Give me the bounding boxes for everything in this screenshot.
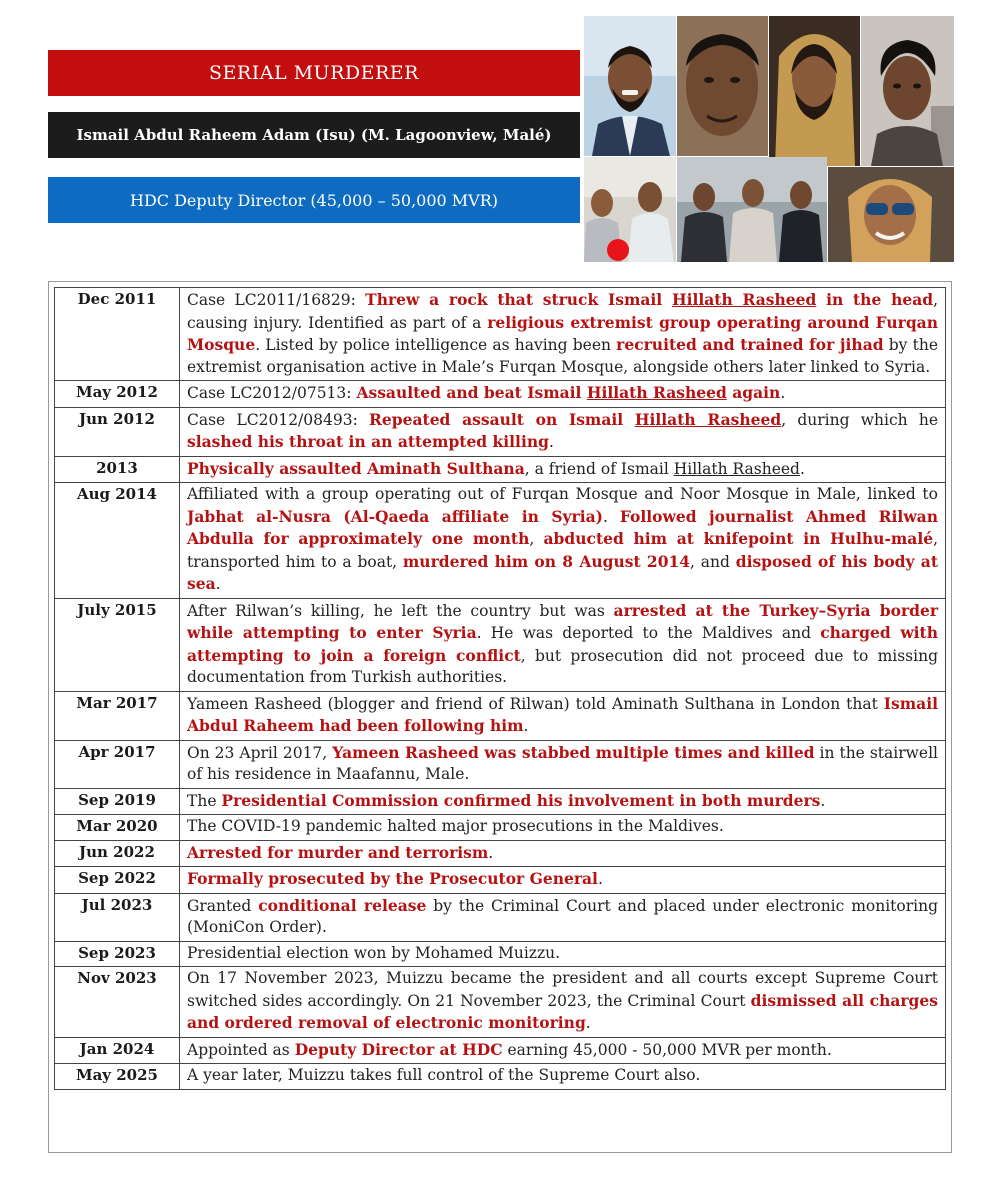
- timeline-description: [180, 840, 946, 867]
- highlighted-text: Deputy Director at HDC: [294, 1039, 503, 1059]
- timeline-date: Jun 2012: [55, 407, 180, 456]
- position-banner: [48, 177, 580, 223]
- portrait-photo-closeup: [677, 16, 768, 156]
- timeline-description: [180, 456, 946, 483]
- highlighted-text: disposed of his body at sea: [187, 551, 938, 593]
- highlighted-text: recruited and trained for jihad: [616, 335, 884, 354]
- highlighted-text: Physically assaulted Aminath Sulthana: [187, 458, 525, 478]
- highlighted-text: slashed his throat in an attempted killing: [187, 432, 549, 451]
- description-text: .: [799, 459, 805, 478]
- highlighted-text: Threw a rock that struck Ismail: [365, 290, 672, 309]
- name-banner: [48, 112, 580, 158]
- timeline-date: Jan 2024: [55, 1037, 180, 1064]
- description-text: On 23 April 2017,: [187, 743, 333, 762]
- timeline-description: [180, 740, 946, 788]
- description-text: A year later, Muizzu takes full control of the Supreme Court also.: [187, 1066, 701, 1084]
- description-text: , transported him to a boat,: [187, 530, 939, 571]
- description-text: , but prosecution did not proceed due to missing documentation from Turkish authorities.: [187, 646, 938, 686]
- description-text: .: [597, 870, 603, 888]
- timeline-date: July 2015: [55, 598, 180, 691]
- timeline-row: [55, 1037, 946, 1064]
- description-text: On 17 November 2023, Muizzu became the president and all courts except Supreme Court switched sides accordingly. On 21 November 2023, the Criminal Court: [187, 969, 938, 1010]
- timeline-row: [55, 1064, 946, 1090]
- description-text: in the stairwell of his residence in Maafannu, Male.: [187, 743, 938, 783]
- highlighted-text: Hillath Rasheed: [673, 459, 800, 478]
- title-banner: [48, 50, 580, 96]
- description-text: Case LC2012/08493:: [187, 410, 370, 429]
- description-text: , a friend of Ismail: [524, 459, 674, 478]
- description-text: . He was deported to the Maldives and: [476, 624, 821, 642]
- subject-position: HDC Deputy Director (45,000 – 50,000 MVR): [129, 190, 499, 210]
- description-text: . Listed by police intelligence as having been: [255, 336, 617, 354]
- description-text: Case LC2012/07513:: [187, 384, 357, 402]
- subject-name: Ismail Abdul Raheem Adam (Isu) (M. Lagoonview, Malé): [76, 126, 552, 144]
- timeline-row: [55, 288, 946, 381]
- portrait-photo-suit: [584, 16, 676, 156]
- highlighted-text: conditional release: [258, 895, 427, 915]
- group-photo-three-men: [677, 157, 827, 262]
- timeline-date: Sep 2022: [55, 867, 180, 894]
- timeline-description: [180, 788, 946, 815]
- description-text: .: [780, 384, 786, 402]
- timeline-row: [55, 967, 946, 1038]
- timeline-description: [180, 941, 946, 967]
- highlighted-text: in the head: [816, 290, 934, 309]
- highlighted-text: Yameen Rasheed was stabbed multiple times and killed: [332, 742, 815, 762]
- timeline-description: [180, 598, 946, 691]
- highlighted-text: Ismail Abdul Raheem had been following him: [187, 693, 938, 735]
- timeline-date: Dec 2011: [55, 288, 180, 381]
- timeline-date: Mar 2017: [55, 691, 180, 740]
- description-text: , during which he: [781, 410, 939, 429]
- description-text: .: [585, 1014, 591, 1032]
- highlighted-text: abducted him at knifepoint in Hulhu-malé: [543, 529, 934, 548]
- timeline-description: [180, 867, 946, 894]
- highlighted-text: Repeated assault on Ismail: [369, 409, 635, 429]
- timeline-table: [54, 287, 946, 1090]
- highlighted-text: Hillath Rasheed: [586, 383, 727, 402]
- timeline-date: Apr 2017: [55, 740, 180, 788]
- portrait-photo-long-hair: [769, 16, 860, 166]
- timeline-frame: [48, 281, 952, 1153]
- highlighted-text: charged with attempting to join a foreign conflict: [187, 623, 938, 665]
- timeline-date: Mar 2020: [55, 815, 180, 841]
- timeline-row: [55, 815, 946, 841]
- highlighted-text: Jabhat al-Nusra (Al-Qaeda affiliate in Syria): [187, 506, 603, 526]
- description-text: , causing injury. Identified as part of a: [187, 291, 939, 332]
- portrait-photo-sunglasses: [828, 167, 954, 262]
- timeline-description: [180, 1064, 946, 1090]
- description-text: .: [215, 575, 221, 593]
- description-text: by the extremist organisation active in Male’s Furqan Mosque, alongside others later linked to Syria.: [187, 336, 938, 376]
- timeline-row: [55, 407, 946, 456]
- description-text: .: [488, 843, 494, 862]
- description-text: .: [820, 791, 826, 810]
- description-text: Presidential election won by Mohamed Muizzu.: [187, 943, 561, 962]
- timeline-row: [55, 456, 946, 483]
- timeline-date: May 2025: [55, 1064, 180, 1090]
- timeline-description: [180, 967, 946, 1038]
- description-text: .: [523, 717, 529, 735]
- description-text: Appointed as: [187, 1040, 295, 1059]
- highlighted-text: Hillath Rasheed: [634, 409, 782, 429]
- timeline-row: [55, 483, 946, 599]
- timeline-row: [55, 691, 946, 740]
- portrait-photo-mugshot: [861, 16, 954, 166]
- timeline-description: [180, 381, 946, 408]
- description-text: .: [602, 507, 620, 526]
- timeline-description: [180, 288, 946, 381]
- timeline-description: [180, 483, 946, 599]
- description-text: ,: [529, 530, 544, 548]
- timeline-description: [180, 691, 946, 740]
- timeline-date: May 2012: [55, 381, 180, 408]
- description-text: Case LC2011/16829:: [187, 291, 366, 309]
- timeline-row: [55, 840, 946, 867]
- photo-collage: [584, 16, 954, 262]
- timeline-date: 2013: [55, 456, 180, 483]
- timeline-date: Sep 2023: [55, 941, 180, 967]
- page-title: SERIAL MURDERER: [209, 62, 419, 84]
- highlighted-text: murdered him on 8 August 2014: [402, 551, 691, 571]
- timeline-row: [55, 788, 946, 815]
- timeline-row: [55, 740, 946, 788]
- timeline-date: Nov 2023: [55, 967, 180, 1038]
- timeline-description: [180, 407, 946, 456]
- highlighted-text: Presidential Commission confirmed his involvement in both murders: [221, 790, 821, 810]
- group-photo-outdoor: [584, 157, 676, 262]
- description-text: Granted: [187, 896, 259, 915]
- timeline-row: [55, 893, 946, 941]
- highlighted-text: Hillath Rasheed: [671, 290, 817, 309]
- timeline-row: [55, 598, 946, 691]
- timeline-date: Jun 2022: [55, 840, 180, 867]
- timeline-row: [55, 941, 946, 967]
- highlighted-text: Followed journalist Ahmed Rilwan Abdulla for approximately one month: [187, 506, 938, 548]
- timeline-description: [180, 893, 946, 941]
- timeline-row: [55, 867, 946, 894]
- description-text: The: [187, 791, 222, 810]
- description-text: .: [548, 433, 554, 451]
- highlighted-text: Arrested for murder and terrorism: [187, 842, 489, 862]
- highlighted-text: religious extremist group operating around Furqan Mosque: [187, 312, 938, 354]
- highlighted-text: dismissed all charges and ordered removal of electronic monitoring: [187, 990, 938, 1032]
- highlighted-text: Assaulted and beat Ismail: [356, 383, 587, 402]
- highlighted-text: arrested at the Turkey–Syria border while attempting to enter Syria: [187, 600, 938, 642]
- timeline-date: Aug 2014: [55, 483, 180, 599]
- description-text: Yameen Rasheed (blogger and friend of Rilwan) told Aminath Sulthana in London that: [187, 694, 884, 713]
- description-text: The COVID-19 pandemic halted major prosecutions in the Maldives.: [187, 817, 724, 835]
- timeline-row: [55, 381, 946, 408]
- description-text: Affiliated with a group operating out of Furqan Mosque and Noor Mosque in Male, linked to: [187, 485, 938, 503]
- description-text: , and: [690, 552, 736, 571]
- timeline-description: [180, 1037, 946, 1064]
- timeline-date: Jul 2023: [55, 893, 180, 941]
- timeline-description: [180, 815, 946, 841]
- timeline-date: Sep 2019: [55, 788, 180, 815]
- highlighted-text: again: [726, 383, 781, 402]
- highlighted-text: Formally prosecuted by the Prosecutor General: [187, 869, 598, 888]
- description-text: by the Criminal Court and placed under electronic monitoring (MoniCon Order).: [187, 896, 938, 936]
- description-text: earning 45,000 - 50,000 MVR per month.: [502, 1040, 832, 1059]
- description-text: After Rilwan’s killing, he left the country but was: [187, 601, 614, 620]
